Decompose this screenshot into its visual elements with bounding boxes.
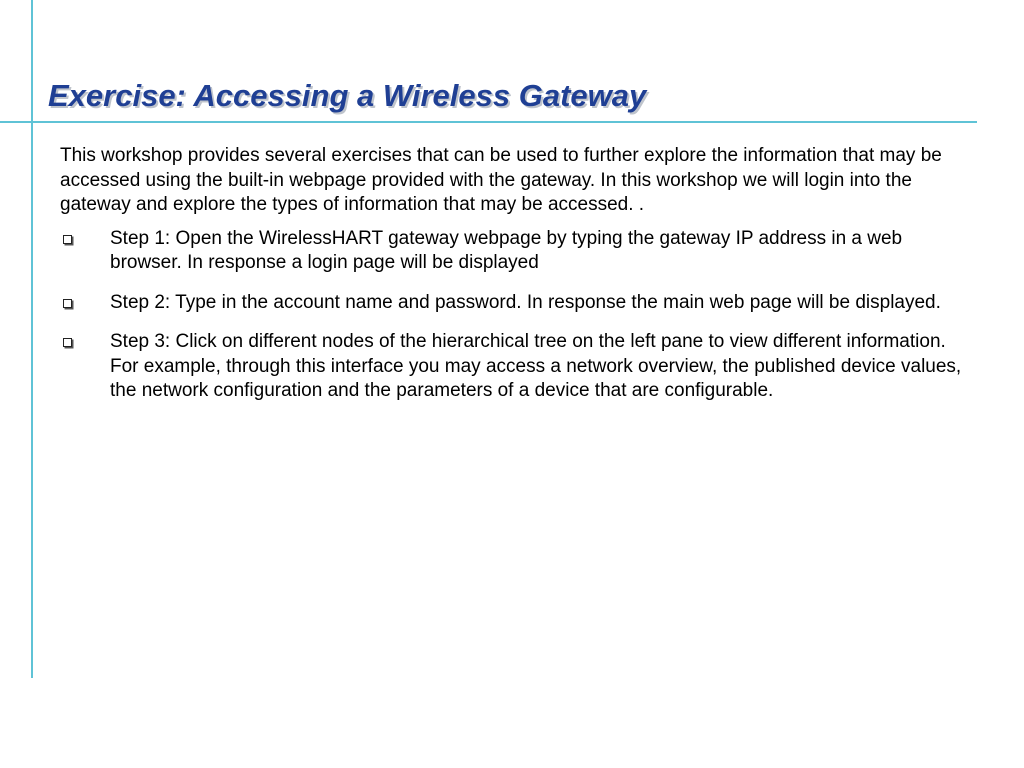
square-bullet-icon xyxy=(63,299,72,308)
square-bullet-icon xyxy=(63,235,72,244)
step-item-3 xyxy=(60,330,975,404)
accent-vertical-line xyxy=(31,0,33,678)
intro-paragraph: This workshop provides several exercises that can be used to further explore the information that may be accessed using the built-in webpage provided with the gateway. In this workshop we will login into the gateway and explore the types of information that may be accessed. . xyxy=(60,145,942,215)
step-item-2 xyxy=(60,291,975,316)
step-text: Step 2: Type in the account name and password. In response the main web page will be displayed. xyxy=(110,291,941,313)
square-bullet-icon xyxy=(63,338,72,347)
step-item-1 xyxy=(60,227,975,276)
slide-body xyxy=(60,144,975,419)
accent-horizontal-line xyxy=(0,121,977,123)
step-text: Step 1: Open the WirelessHART gateway webpage by typing the gateway IP address in a web browser. In response a login page will be displayed xyxy=(110,227,903,273)
step-text: Step 3: Click on different nodes of the hierarchical tree on the left pane to view different information. For example, through this interface you may access a network overview, the published device values, the network configuration and the parameters of a device that are configurable. xyxy=(110,331,962,401)
slide-title: Exercise: Accessing a Wireless Gateway xyxy=(48,78,647,113)
